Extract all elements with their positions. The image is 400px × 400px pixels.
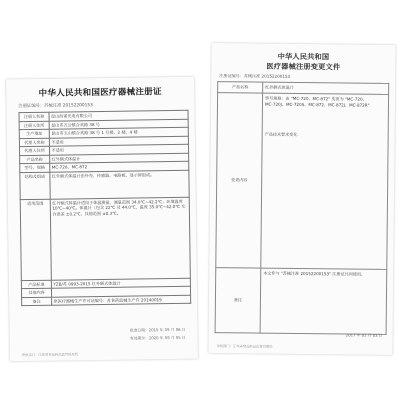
certificate-title: 中华人民共和国医疗器械注册证 <box>38 87 162 99</box>
row-label: 备注 <box>22 297 52 306</box>
certificate-reg-number: 注册证编号：苏械注准 20152200153 <box>18 103 93 110</box>
registration-certificate <box>6 77 198 362</box>
product-name-label: 产品名称 <box>218 82 263 94</box>
row-label: 注册人住所 <box>19 121 49 130</box>
table-row <box>216 93 389 270</box>
row-label: 生产地址 <box>19 129 49 138</box>
row-label: 适用范围 <box>20 199 51 280</box>
change-line-3: 产品技术要求变化 <box>264 132 298 138</box>
row-value: 昆山市玉山镇合欢路 38 号 1 号楼、2 楼、4 楼 <box>49 127 188 137</box>
row-label: 产品名称 <box>20 155 50 164</box>
row-value: 红外额式体温计 <box>50 153 189 163</box>
notice-title-line1: 中华人民共和国 <box>277 51 330 62</box>
change-content-cell <box>261 93 389 269</box>
row-label: 其他内容 <box>21 288 51 297</box>
row-value: 红外额式体温计适用于体温测量，测量范围 34.0℃~42.2℃；环境温度 10℃~40℃。体温计（包含 22℃ 及 44.0℃，温度 35.0℃~42.0℃ 允许误差 ±0.2℃，其他范围 ±0.3℃。 <box>50 197 190 280</box>
certificate-footer: 审批部门：江苏省食品药品监督管理局 <box>21 352 78 358</box>
row-label: 代理人名称 <box>19 138 49 147</box>
notice-reg-number: 注册证编号：苏械注准 20152200153 <box>219 73 291 79</box>
row-label: 型号、规格 <box>20 163 50 172</box>
row-value: MC-720、MC-872 <box>50 161 189 171</box>
row-value: 原医疗器械生产许可证编号：苏食药监械生产许 20140019 <box>52 295 191 305</box>
approval-date: 批准日期：2015 年 09 月 06 日 <box>129 326 186 333</box>
row-label: 产品标准 <box>21 280 51 289</box>
notice-title-line2: 医疗器械注册变更文件 <box>266 61 341 72</box>
row-label: 结构及组成 <box>20 172 50 199</box>
change-notice <box>208 43 395 355</box>
table-row <box>20 197 190 280</box>
remark-value: 本文件与 "苏械注准 20152200153" 注册证共同使用。 <box>260 268 387 334</box>
change-line-1: 型号规格：由 "MC-720、MC-872" 变更为 "MC-720、 <box>265 95 367 102</box>
row-value: 昆山市五公镇合欢路 38 号 <box>49 119 188 129</box>
row-value: 红外额式体温计由外壳、传感器、电路板、显示屏组成。 <box>50 170 189 199</box>
table-row <box>215 268 387 335</box>
remark-label: 备注 <box>215 268 261 333</box>
product-name-value: 红外额式体温计 <box>263 82 389 94</box>
table-row <box>20 170 189 199</box>
row-value: 不适用 <box>49 144 188 154</box>
notice-table <box>215 81 390 335</box>
change-line-2: MC-720J、MC-720S、MC-872、MC-872J、MC-872R" <box>264 101 370 108</box>
row-label: 注册人名称 <box>19 112 49 121</box>
table-row <box>22 295 191 306</box>
expiry-date: 有效期至：2020 年 09 月 05 日 <box>129 334 186 341</box>
row-value: 不适用 <box>49 136 188 146</box>
change-content-label: 变更内容 <box>216 93 263 268</box>
notice-date: 2017 年 01 月 03 日 <box>345 332 383 338</box>
row-label: 代理人住所 <box>19 146 49 155</box>
notice-footer: 审批部门：江苏省食品药品监督管理局 <box>216 344 273 349</box>
row-value: YZB/苏 0993-2015 红外额式体温计 <box>51 278 190 288</box>
certificate-table <box>19 110 192 307</box>
spacer <box>265 108 386 133</box>
row-value: 昆山西诺光电有限公司 <box>49 110 188 120</box>
